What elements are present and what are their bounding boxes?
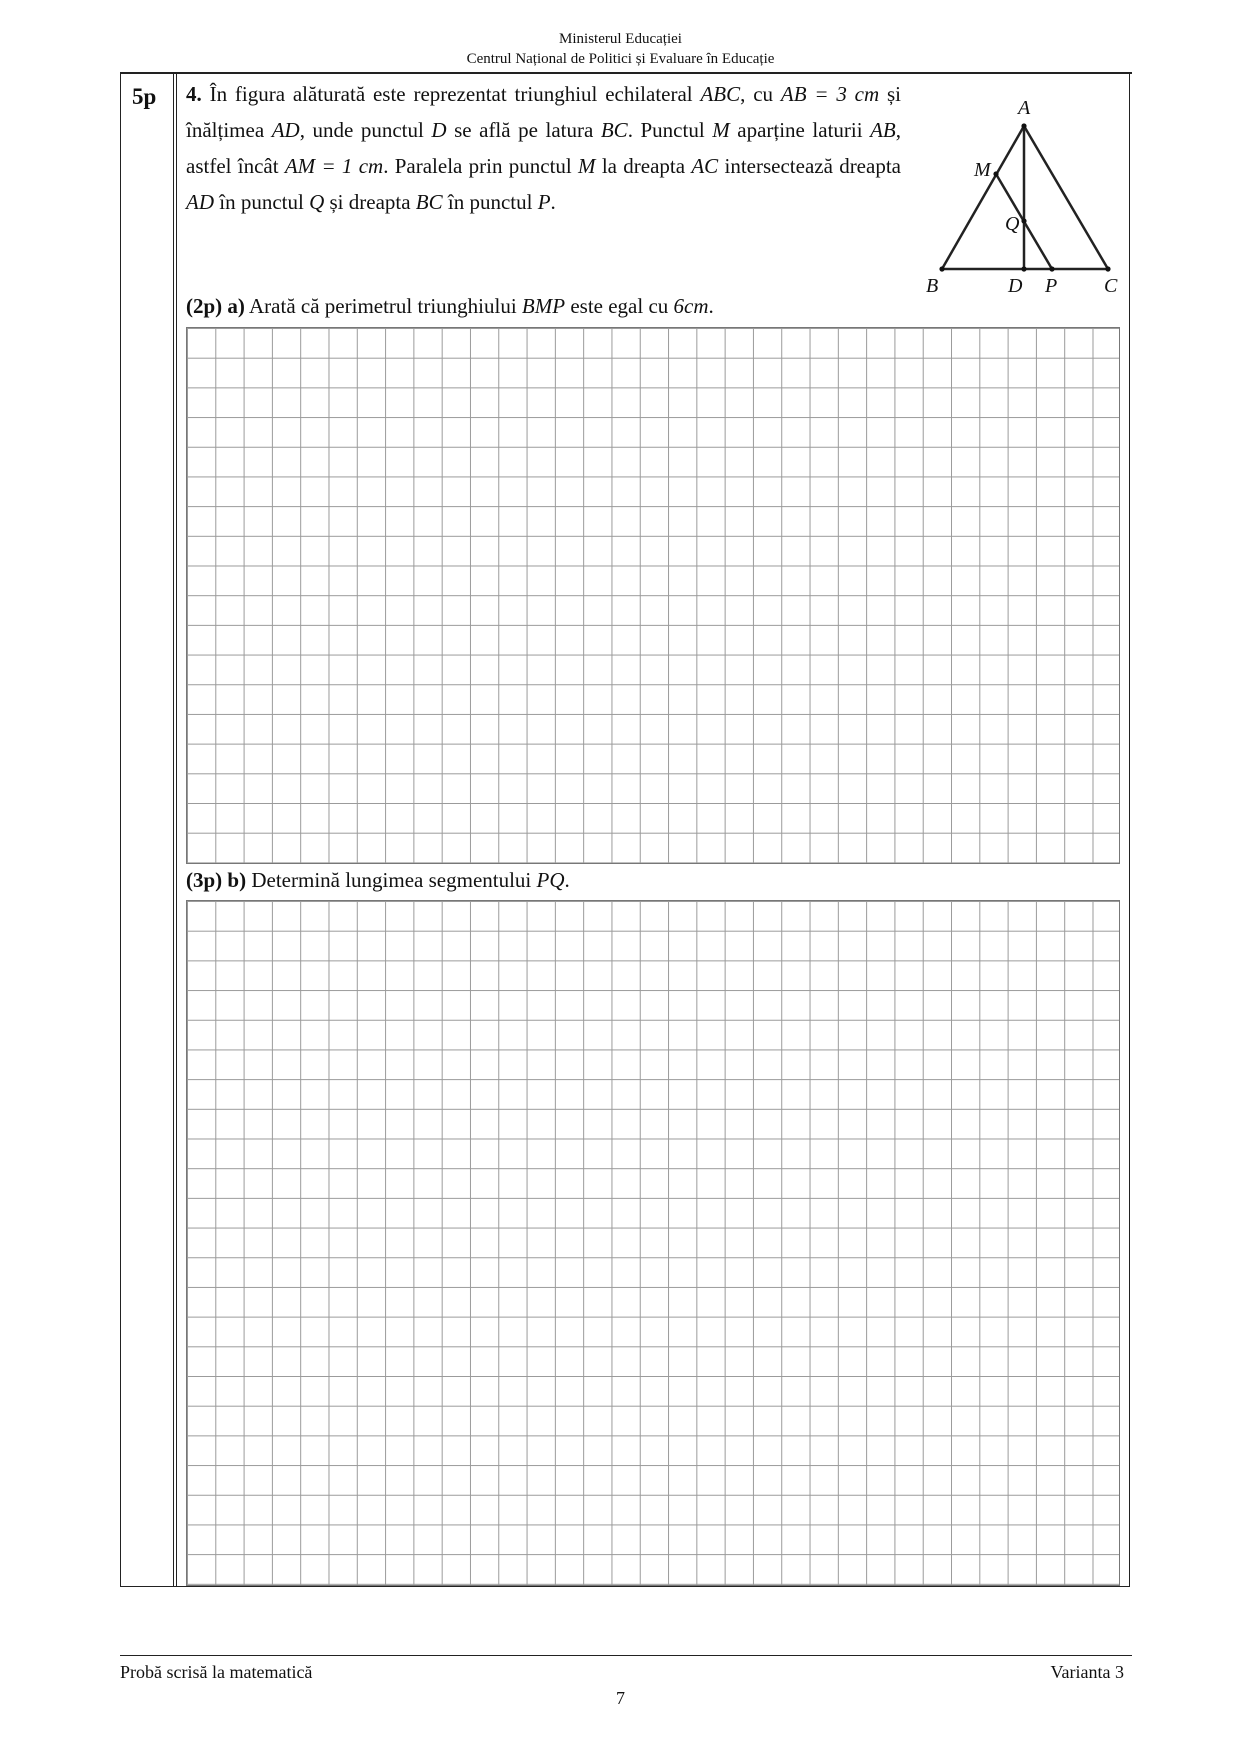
label-Q: Q xyxy=(1005,213,1020,235)
points-column-divider xyxy=(173,73,177,1587)
header-ministry: Ministerul Educației xyxy=(559,31,682,47)
label-C: C xyxy=(1104,275,1118,297)
label-P: P xyxy=(1045,275,1058,297)
footer-exam-name: Probă scrisă la matematică xyxy=(120,1662,313,1682)
label-A: A xyxy=(1018,97,1031,119)
side-AB xyxy=(942,126,1024,269)
part-a-label: (2p) a) xyxy=(186,294,245,318)
part-a-prompt: (2p) a) Arată că perimetrul triunghiului BMP este egal cu 6cm. xyxy=(186,294,714,318)
footer-divider xyxy=(120,1655,1132,1656)
problem-number: 4. xyxy=(186,82,202,106)
points-badge: 5p xyxy=(132,84,157,109)
label-M: M xyxy=(974,159,991,181)
point-B xyxy=(939,266,944,271)
point-A xyxy=(1021,123,1026,128)
part-b-prompt: (3p) b) Determină lungimea segmentului PQ. xyxy=(186,868,570,892)
answer-grid-b[interactable] xyxy=(186,900,1120,1586)
triangle-figure xyxy=(918,94,1133,304)
side-AC xyxy=(1024,126,1108,269)
point-M xyxy=(993,171,998,176)
page-number: 7 xyxy=(616,1688,625,1708)
footer-variant: Varianta 3 xyxy=(1050,1662,1124,1682)
point-D xyxy=(1021,266,1026,271)
point-C xyxy=(1105,266,1110,271)
point-Q xyxy=(1021,218,1026,223)
part-b-label: (3p) b) xyxy=(186,868,247,892)
answer-grid-a[interactable] xyxy=(186,327,1120,864)
header-center: Centrul Național de Politici și Evaluare în Educație xyxy=(466,51,775,67)
problem-statement: 4. În figura alăturată este reprezentat triunghiul echilateral ABC, cu AB = 3 cm și înălțimea AD, unde punctul D se află pe latura BC. Punctul M aparține laturii AB, astfel încât AM = 1 cm. Paralela prin punctul M la dreapta AC intersectează dreapta AD în punctul Q și dreapta BC în punctul P. xyxy=(186,82,902,214)
point-P xyxy=(1049,266,1054,271)
label-B: B xyxy=(926,275,939,297)
label-D: D xyxy=(1008,275,1023,297)
